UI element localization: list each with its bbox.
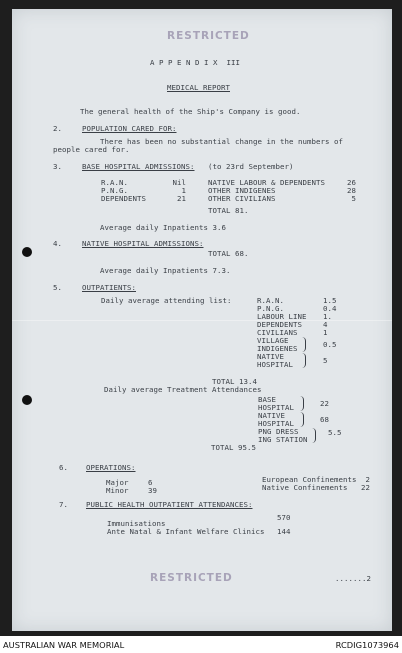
treatment-label-hospital: HOSPITAL	[258, 403, 294, 412]
outpatient-label-indigenes: INDIGENES	[257, 344, 298, 353]
document-page	[12, 9, 392, 631]
section-4-number: 4.	[53, 239, 62, 248]
immunisations-value: 570	[277, 513, 291, 522]
operations-major-label: Major	[106, 478, 129, 487]
footer-catalogue-id: RCDIG1073964	[335, 640, 399, 650]
outpatient-value-village-indigenes: 0.5	[323, 340, 337, 349]
footer-institution: AUSTRALIAN WAR MEMORIAL	[3, 640, 125, 650]
treatment-value-png-dressing: 5.5	[328, 428, 342, 437]
restricted-stamp-bottom: RESTRICTED	[150, 572, 233, 584]
base-left-value-dependents: 21	[177, 194, 186, 203]
outpatient-value-native-hospital: 5	[323, 356, 328, 365]
outpatient-label-hospital: HOSPITAL	[257, 360, 293, 369]
report-title: MEDICAL REPORT	[167, 83, 230, 92]
base-right-label-native-labour: NATIVE LABOUR & DEPENDENTS	[208, 178, 325, 187]
operations-minor-label: Minor	[106, 486, 129, 495]
ante-natal-value: 144	[277, 527, 291, 536]
outpatient-value-dependents: 4	[323, 320, 328, 329]
outpatient-daily-label: Daily average attending list:	[101, 296, 232, 305]
treatment-total: TOTAL 95.5	[211, 443, 256, 452]
base-left-label-ran: R.A.N.	[101, 178, 128, 187]
outpatient-value-labour-line: 1.	[323, 312, 332, 321]
base-right-label-other-civilians: OTHER CIVILIANS	[208, 194, 276, 203]
base-right-value-native-labour: 26	[347, 178, 356, 187]
treatment-label-base: BASE	[258, 395, 276, 404]
base-left-value-ran: Nil	[172, 178, 186, 187]
native-average: Average daily Inpatients 7.3.	[100, 266, 231, 275]
section-6-number: 6.	[59, 463, 68, 472]
european-confinements-value: 2	[365, 475, 370, 484]
base-left-value-png: 1	[181, 186, 186, 195]
base-right-label-other-indigenes: OTHER INDIGENES	[208, 186, 276, 195]
outpatient-label-labour-line: LABOUR LINE	[257, 312, 307, 321]
brace-base-hospital	[300, 396, 304, 411]
section-7-heading: PUBLIC HEALTH OUTPATIENT ATTENDANCES:	[86, 500, 253, 509]
restricted-stamp-top: RESTRICTED	[167, 30, 250, 42]
treatment-label-png-dress: PNG DRESS	[258, 427, 299, 436]
treatment-label: Daily average Treatment Attendances	[104, 385, 262, 394]
treatment-label-ing-station: ING STATION	[258, 435, 308, 444]
fold-crease	[12, 320, 392, 321]
section-2-heading: POPULATION CARED FOR:	[82, 124, 177, 133]
outpatient-label-dependents: DEPENDENTS	[257, 320, 302, 329]
appendix-heading: A P P E N D I X III	[150, 58, 240, 67]
native-total: TOTAL 68.	[208, 249, 249, 258]
base-right-value-other-indigenes: 28	[347, 186, 356, 195]
european-confinements-label: European Confinements	[262, 475, 357, 484]
section-3-note: (to 23rd September)	[208, 162, 294, 171]
section-5-number: 5.	[53, 283, 62, 292]
outpatient-label-village: VILLAGE	[257, 336, 289, 345]
immunisations-label: Immunisations	[107, 519, 166, 528]
base-right-value-other-civilians: 5	[351, 194, 356, 203]
operations-minor-value: 39	[148, 486, 157, 495]
base-total: TOTAL 81.	[208, 206, 249, 215]
treatment-value-base-hospital: 22	[320, 399, 329, 408]
section-6-heading: OPERATIONS:	[86, 463, 136, 472]
outpatient-label-png: P.N.G.	[257, 304, 284, 313]
section-3-heading: BASE HOSPITAL ADMISSIONS:	[82, 162, 195, 171]
outpatient-label-ran: R.A.N.	[257, 296, 284, 305]
section-2-number: 2.	[53, 124, 62, 133]
base-left-label-dependents: DEPENDENTS	[101, 194, 146, 203]
outpatient-total: TOTAL 13.4	[212, 377, 257, 386]
section-5-heading: OUTPATIENTS:	[82, 283, 136, 292]
ante-natal-label: Ante Natal & Infant Welfare Clinics	[107, 527, 265, 536]
outpatient-label-native: NATIVE	[257, 352, 284, 361]
outpatient-value-ran: 1.5	[323, 296, 337, 305]
section-7-number: 7.	[59, 500, 68, 509]
section-2-text-line2: people cared for.	[53, 145, 130, 154]
punch-hole-bottom	[22, 395, 32, 405]
brace-native-hospital-treatment	[300, 412, 304, 427]
outpatient-label-civilians: CIVILIANS	[257, 328, 298, 337]
native-confinements-value: 22	[361, 483, 370, 492]
outpatient-value-civilians: 1	[323, 328, 328, 337]
continuation-marker: .......2	[335, 574, 371, 583]
treatment-value-native-hospital: 68	[320, 415, 329, 424]
archive-footer	[0, 636, 402, 653]
native-confinements-label: Native Confinements	[262, 483, 348, 492]
treatment-label-native-hospital: HOSPITAL	[258, 419, 294, 428]
section-2-text-line1: There has been no substantial change in the numbers of	[100, 137, 343, 146]
operations-major-value: 6	[148, 478, 153, 487]
outpatient-value-png: 0.4	[323, 304, 337, 313]
intro-text: The general health of the Ship's Company is good.	[80, 107, 301, 116]
treatment-label-native: NATIVE	[258, 411, 285, 420]
base-left-label-png: P.N.G.	[101, 186, 128, 195]
section-3-number: 3.	[53, 162, 62, 171]
brace-png-dressing-station	[312, 428, 316, 443]
brace-village-indigenes	[302, 337, 306, 352]
punch-hole-top	[22, 247, 32, 257]
brace-native-hospital	[302, 353, 306, 368]
base-average: Average daily Inpatients 3.6	[100, 223, 226, 232]
section-4-heading: NATIVE HOSPITAL ADMISSIONS:	[82, 239, 204, 248]
